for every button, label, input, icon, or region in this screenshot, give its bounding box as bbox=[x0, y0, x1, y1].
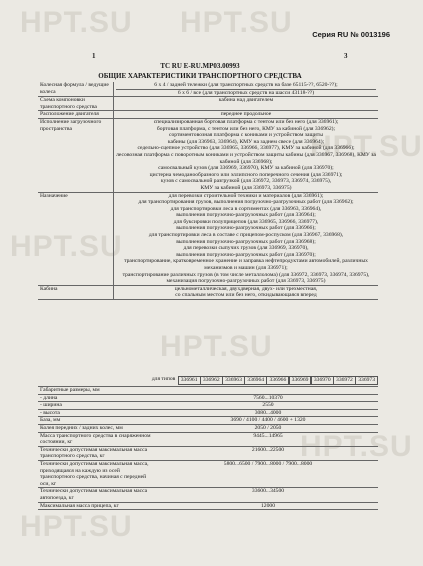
characteristic-label: Исполнение загрузочного пространства bbox=[38, 119, 114, 192]
value-line: 6 х 4 / задней тележки (для транспортных средств на базе 65115-??, 6520-??); bbox=[116, 82, 376, 90]
spec-label: Технически допустимая максимальная масса, приходящаяся на каждую из осей транспортного средства, начиная с передней оси, кг bbox=[40, 460, 149, 487]
spec-label: Масса транспортного средства в снаряженном состоянии, кг bbox=[40, 432, 151, 446]
spec-value: 12000 bbox=[261, 502, 275, 509]
spec-value: 2550 bbox=[262, 402, 274, 409]
serial-number: Серия RU № 0013196 bbox=[312, 30, 390, 39]
value-line: выполнения погрузочно-разгрузочных работ (для 336964); bbox=[176, 212, 316, 219]
characteristic-value bbox=[114, 286, 378, 299]
value-line: выполнения погрузочно-разгрузочных работ (для 336970); bbox=[176, 251, 316, 258]
characteristic-label: Колесная формула / ведущие колеса bbox=[38, 82, 114, 96]
spec-value: 3080...4000 bbox=[254, 409, 282, 416]
page-title: ОБЩИЕ ХАРАКТЕРИСТИКИ ТРАНСПОРТНОГО СРЕДСТВА bbox=[98, 72, 302, 80]
characteristic-label: Назначение bbox=[38, 193, 114, 285]
value-line: 6 х 6 / все (для транспортных средств на шасси 43118-??) bbox=[177, 89, 315, 96]
spec-value: 21600...22500 bbox=[251, 446, 285, 453]
characteristic-row bbox=[38, 82, 378, 97]
value-line: самосвальный кузов (для 336969, 336970), КМУ за кабиной (для 336970); bbox=[158, 165, 334, 172]
spec-row bbox=[38, 387, 378, 395]
value-line: седельно-сцепное устройство (для 336965, 336966, 336977), КМУ за кабиной (для 336966); bbox=[137, 145, 355, 152]
characteristic-value bbox=[114, 111, 378, 118]
spec-label: - длина bbox=[40, 394, 58, 401]
type-cell: 336966 bbox=[266, 376, 289, 385]
type-cell: 336970 bbox=[311, 376, 334, 385]
characteristic-label: Схема компоновки транспортного средства bbox=[38, 97, 114, 110]
page-number-right: 3 bbox=[344, 52, 348, 60]
spec-row bbox=[38, 410, 378, 418]
value-line: цельнометаллическая, двухдверная, двух- или трехместная, bbox=[174, 285, 318, 292]
type-list bbox=[38, 374, 378, 385]
spec-value: 9445...14965 bbox=[253, 432, 283, 439]
spec-value: 7560...10370 bbox=[253, 394, 283, 401]
spec-row bbox=[38, 447, 378, 461]
spec-label: База, мм bbox=[40, 417, 61, 424]
value-line: специализированная бортовая платформа с тентом или без него (для 336961); bbox=[153, 118, 339, 125]
spec-row bbox=[38, 417, 378, 425]
spec-value: 2050 / 2050 bbox=[254, 424, 282, 431]
spec-value bbox=[158, 387, 378, 394]
watermark: HPT.SU bbox=[160, 330, 273, 363]
value-line: выполнения погрузочно-разгрузочных работ (для 336966); bbox=[176, 225, 316, 232]
spec-row bbox=[38, 402, 378, 410]
value-line: для транспортировки леса в составе с прицепом-роспуском (для 336967, 336968), bbox=[148, 232, 344, 239]
type-cell: 336973 bbox=[355, 376, 378, 385]
value-line: со спальным местом или без него, откидывающаяся вперед bbox=[175, 292, 317, 299]
spec-row bbox=[38, 395, 378, 403]
spec-row bbox=[38, 503, 378, 511]
characteristic-value bbox=[114, 119, 378, 192]
spec-label: Максимальная масса прицепа, кг bbox=[40, 502, 119, 509]
specs-table bbox=[38, 386, 378, 510]
value-line: переднее продольное bbox=[220, 111, 272, 118]
value-line: цистерна чемоданообразного или эллипсного поперечного сечения (для 336971); bbox=[149, 171, 343, 178]
characteristic-row bbox=[38, 286, 378, 300]
type-cell: 336972 bbox=[333, 376, 356, 385]
watermark: HPT.SU bbox=[310, 130, 423, 163]
characteristic-label: Кабина bbox=[38, 286, 114, 299]
spec-row bbox=[38, 461, 378, 488]
characteristic-value bbox=[114, 82, 378, 96]
watermark: HPT.SU bbox=[20, 510, 133, 543]
characteristic-row bbox=[38, 97, 378, 111]
value-line: для транспортировки леса в сортиментах (для 336963, 336964), bbox=[170, 205, 322, 212]
value-line: бортовая платформа, с тентом или без него, КМУ за кабиной (для 336962); bbox=[156, 125, 336, 132]
spec-label: Технически допустимая максимальная масса автопоезда, кг bbox=[40, 488, 148, 501]
value-line: лесовозная платформа с поворотным кониками и устройством защиты кабины (для 336967, 336968), КМУ за кабиной (для 336968); bbox=[116, 151, 376, 165]
characteristics-table bbox=[38, 82, 378, 300]
value-line: кабины (для 336963, 336964), КМУ на заднем свесе (для 336964); bbox=[167, 138, 325, 145]
watermark: HPT.SU bbox=[20, 6, 133, 39]
value-line: для буксировки полуприцепов (для 336965, 336966, 336977), bbox=[173, 218, 319, 225]
spec-label: - ширина bbox=[40, 402, 62, 409]
type-cell: 336961 bbox=[178, 376, 201, 385]
watermark: HPT.SU bbox=[180, 6, 293, 39]
characteristic-row bbox=[38, 193, 378, 286]
types-prefix: для типов bbox=[151, 376, 176, 382]
value-line: сортиментовозная платформа с кониками и устройством защиты bbox=[168, 132, 324, 139]
value-line: кузов с самосвальной разгрузкой (для 336972, 336973, 336974, 336975), bbox=[160, 178, 332, 185]
spec-label: Колея передних / задних колес, мм bbox=[40, 424, 123, 431]
spec-label: Габаритные размеры, мм bbox=[40, 387, 100, 393]
spec-value: 5800...6500 / 7900...8000 / 7900...8000 bbox=[223, 460, 313, 467]
type-cell: 336964 bbox=[244, 376, 267, 385]
characteristic-label: Расположение двигателя bbox=[38, 111, 114, 118]
characteristic-row bbox=[38, 119, 378, 193]
spec-value: 3690 / 4100 / 4400 / 4600 + 1320 bbox=[230, 417, 306, 424]
spec-value: 33600...34500 bbox=[251, 488, 285, 495]
spec-label: - высота bbox=[40, 409, 60, 416]
characteristic-value bbox=[114, 97, 378, 110]
type-cell: 336962 bbox=[200, 376, 223, 385]
spec-row bbox=[38, 425, 378, 433]
value-line: КМУ за кабиной (для 336973, 336975) bbox=[200, 184, 292, 191]
watermark: HPT.SU bbox=[300, 430, 413, 463]
spec-row bbox=[38, 488, 378, 502]
spec-row bbox=[38, 433, 378, 447]
type-cell: 336969 bbox=[289, 376, 312, 385]
spec-label: Технически допустимая максимальная масса транспортного средства, кг bbox=[40, 446, 148, 460]
value-line: для перевозки строительной техники и материалов (для 336961); bbox=[168, 192, 324, 199]
value-line: транспортирование различных грузов (в том числе металлолома) (для 336972, 336973, 336974, 336975), механизация погрузочно-разгрузочных работ (для 336973, 336975) bbox=[122, 271, 370, 285]
value-line: выполнения погрузочно-разгрузочных работ (для 336968); bbox=[176, 238, 316, 245]
value-line: для транспортирования грузов, выполнения погрузочно-разгрузочных работ (для 336962); bbox=[138, 199, 354, 206]
value-line: транспортирование, кратковременное хранение и заправка нефтепродуктами автомобилей, различных механизмов и машин (для 336971); bbox=[124, 258, 368, 272]
page-number-left: 1 bbox=[92, 52, 96, 60]
document-number: ТС RU E-RU.MP03.00993 bbox=[160, 62, 240, 70]
value-line: кабина над двигателем bbox=[218, 97, 274, 104]
type-cell: 336963 bbox=[222, 376, 245, 385]
value-line: для перевозки сыпучих грузов (для 336969, 336970), bbox=[183, 245, 309, 252]
characteristic-value bbox=[114, 193, 378, 285]
watermark: HPT.SU bbox=[10, 230, 123, 263]
characteristic-row bbox=[38, 111, 378, 119]
